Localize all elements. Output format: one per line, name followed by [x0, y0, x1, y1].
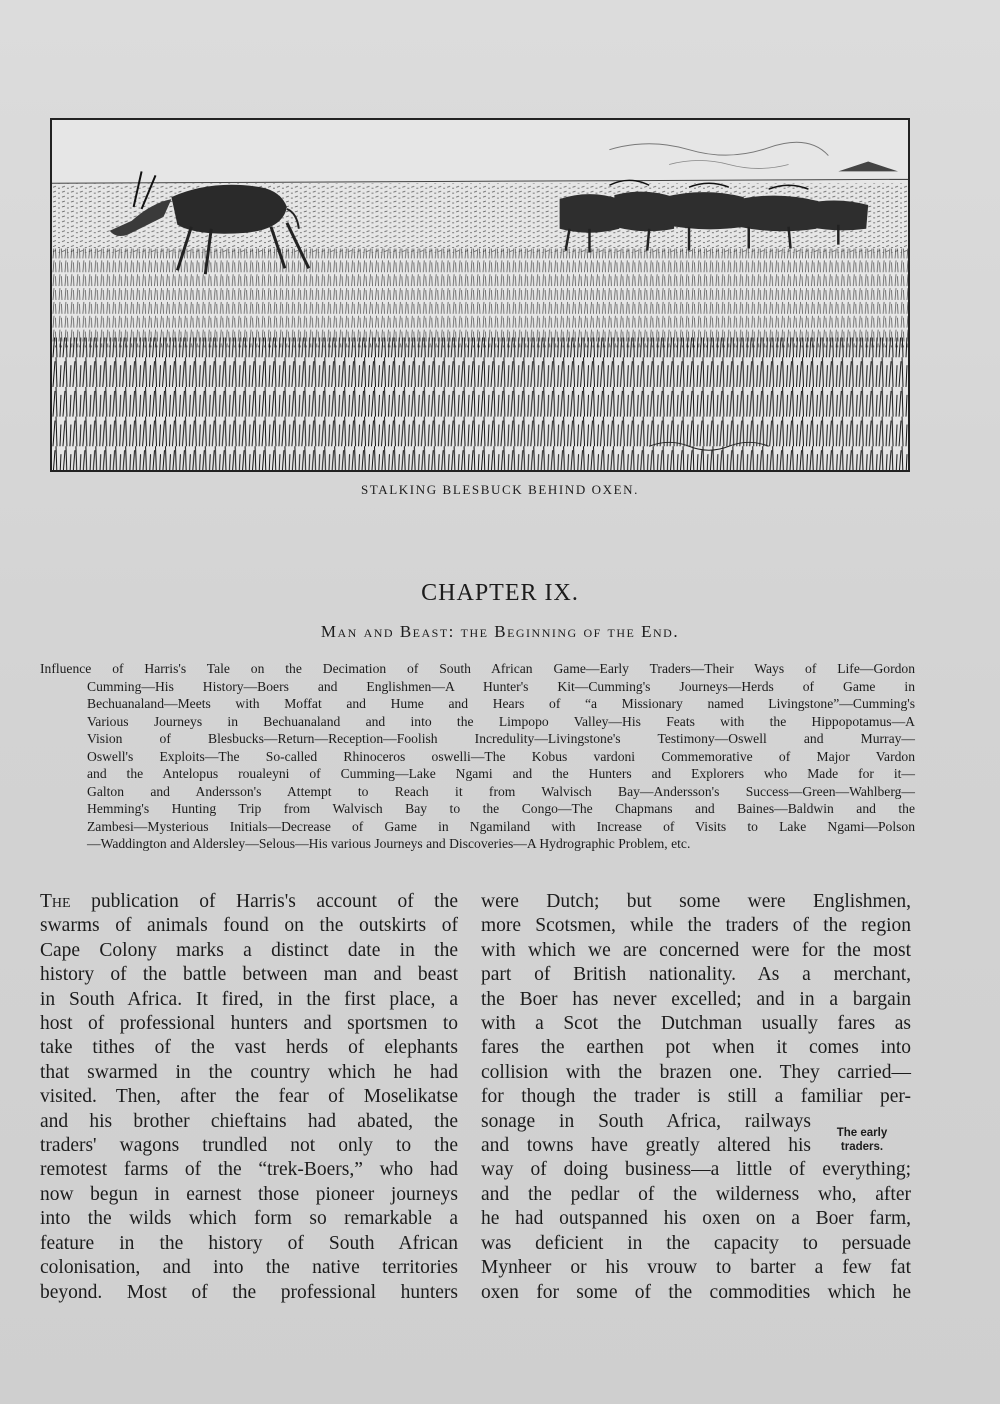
- body-column-left: [40, 890, 458, 1305]
- body-line: more Scotsmen, while the traders of the region: [481, 915, 911, 937]
- engraving-illustration: [50, 118, 910, 472]
- body-line: in South Africa. It fired, in the first place, a: [40, 988, 458, 1010]
- illustration-caption: STALKING BLESBUCK BEHIND OXEN.: [360, 482, 640, 497]
- chapter-subtitle: Man and Beast: the Beginning of the End.: [320, 622, 680, 641]
- body-line: remotest farms of the “trek-Boers,” who had: [40, 1159, 458, 1181]
- body-line: into the wilds which form so remarkable a: [40, 1208, 458, 1230]
- synopsis-line: Vision of Blesbucks—Return—Reception—Foolish Incredulity—Livingstone's Testimony—Oswell and Murray—: [87, 731, 915, 746]
- body-line: with which we are concerned were for the most: [481, 939, 911, 961]
- body-line: and the pedlar of the wilderness who, after: [481, 1183, 911, 1205]
- body-line: were Dutch; but some were Englishmen,: [481, 891, 911, 912]
- body-column-right: [481, 890, 911, 1305]
- opening-word: The: [40, 891, 71, 912]
- savanna-scene-image: [52, 120, 908, 470]
- synopsis-line: Various Journeys in Bechuanaland and into the Limpopo Valley—His Feats with the Hippopotamus—A: [87, 713, 915, 729]
- body-line: he had outspanned his oxen on a Boer farm,: [481, 1208, 911, 1230]
- body-line: swarms of animals found on the outskirts of: [40, 915, 458, 937]
- body-line: history of the battle between man and beast: [40, 964, 458, 986]
- synopsis-line: Zambesi—Mysterious Initials—Decrease of Game in Ngamiland with Increase of Visits to Lake Ngami—Polson: [87, 818, 915, 834]
- body-line: Cape Colony marks a distinct date in the: [40, 939, 458, 961]
- body-line: now begun in earnest those pioneer journeys: [40, 1183, 458, 1205]
- synopsis-line: Oswell's Exploits—The So-called Rhinoceros oswelli—The Kobus vardoni Commemorative of Major Vardon: [87, 748, 915, 764]
- body-line: [40, 890, 458, 914]
- body-line: the Boer has never excelled; and in a bargain: [481, 988, 911, 1010]
- body-line: Mynheer or his vrouw to barter a few fat: [481, 1257, 911, 1279]
- synopsis-line: Galton and Andersson's Attempt to Reach it from Walvisch Bay—Andersson's Success—Green—Wahlberg—: [87, 783, 915, 799]
- margin-sidenote: [822, 1126, 902, 1154]
- body-line: fares the earthen pot when it comes into: [481, 1037, 911, 1059]
- body-line: feature in the history of South African: [40, 1232, 458, 1254]
- body-line: with a Scot the Dutchman usually fares as: [481, 1013, 911, 1035]
- body-line: for though the trader is still a familiar per-: [481, 1086, 911, 1108]
- body-line: way of doing business—a little of everything;: [481, 1159, 911, 1181]
- body-line: take tithes of the vast herds of elephants: [40, 1037, 458, 1059]
- body-line: sonage in South Africa, railways: [481, 1110, 811, 1132]
- body-line: visited. Then, after the fear of Moselikatse: [40, 1086, 458, 1108]
- synopsis-line: Bechuanaland—Meets with Moffat and Hume and Hears of “a Missionary named Livingstone”—Cumming's: [87, 696, 915, 711]
- synopsis-line: Influence of Harris's Tale on the Decimation of South African Game—Early Traders—Their Ways of Life—Gordon: [40, 661, 915, 676]
- body-line: and towns have greatly altered his: [481, 1135, 811, 1157]
- body-line: oxen for some of the commodities which he: [481, 1281, 911, 1303]
- sidenote-line: The early: [836, 1127, 888, 1139]
- body-line: and his brother chieftains had abated, the: [40, 1110, 458, 1132]
- body-line: part of British nationality. As a merchant,: [481, 964, 911, 986]
- body-line: traders' wagons trundled not only to the: [40, 1135, 458, 1157]
- body-line: colonisation, and into the native territories: [40, 1257, 458, 1279]
- body-line: was deficient in the capacity to persuade: [481, 1232, 911, 1254]
- body-line: collision with the brazen one. They carried—: [481, 1061, 911, 1083]
- body-line: that swarmed in the country which he had: [40, 1061, 458, 1083]
- sidenote-line: traders.: [840, 1141, 884, 1153]
- chapter-synopsis: [40, 660, 915, 853]
- synopsis-line: Cumming—His History—Boers and Englishmen—A Hunter's Kit—Cumming's Journeys—Herds of Game in: [87, 678, 915, 694]
- synopsis-line: —Waddington and Aldersley—Selous—His various Journeys and Discoveries—A Hydrographic Problem, etc.: [87, 836, 691, 851]
- body-line: beyond. Most of the professional hunters: [40, 1281, 458, 1303]
- synopsis-line: and the Antelopus roualeyni of Cumming—Lake Ngami and the Hunters and Explorers who Made for it—: [87, 766, 915, 781]
- body-line-text: publication of Harris's account of the: [91, 891, 458, 912]
- chapter-title: CHAPTER IX.: [421, 580, 579, 606]
- body-line: host of professional hunters and sportsmen to: [40, 1013, 458, 1035]
- synopsis-line: Hemming's Hunting Trip from Walvisch Bay to the Congo—The Chapmans and Baines—Baldwin and the: [87, 801, 915, 816]
